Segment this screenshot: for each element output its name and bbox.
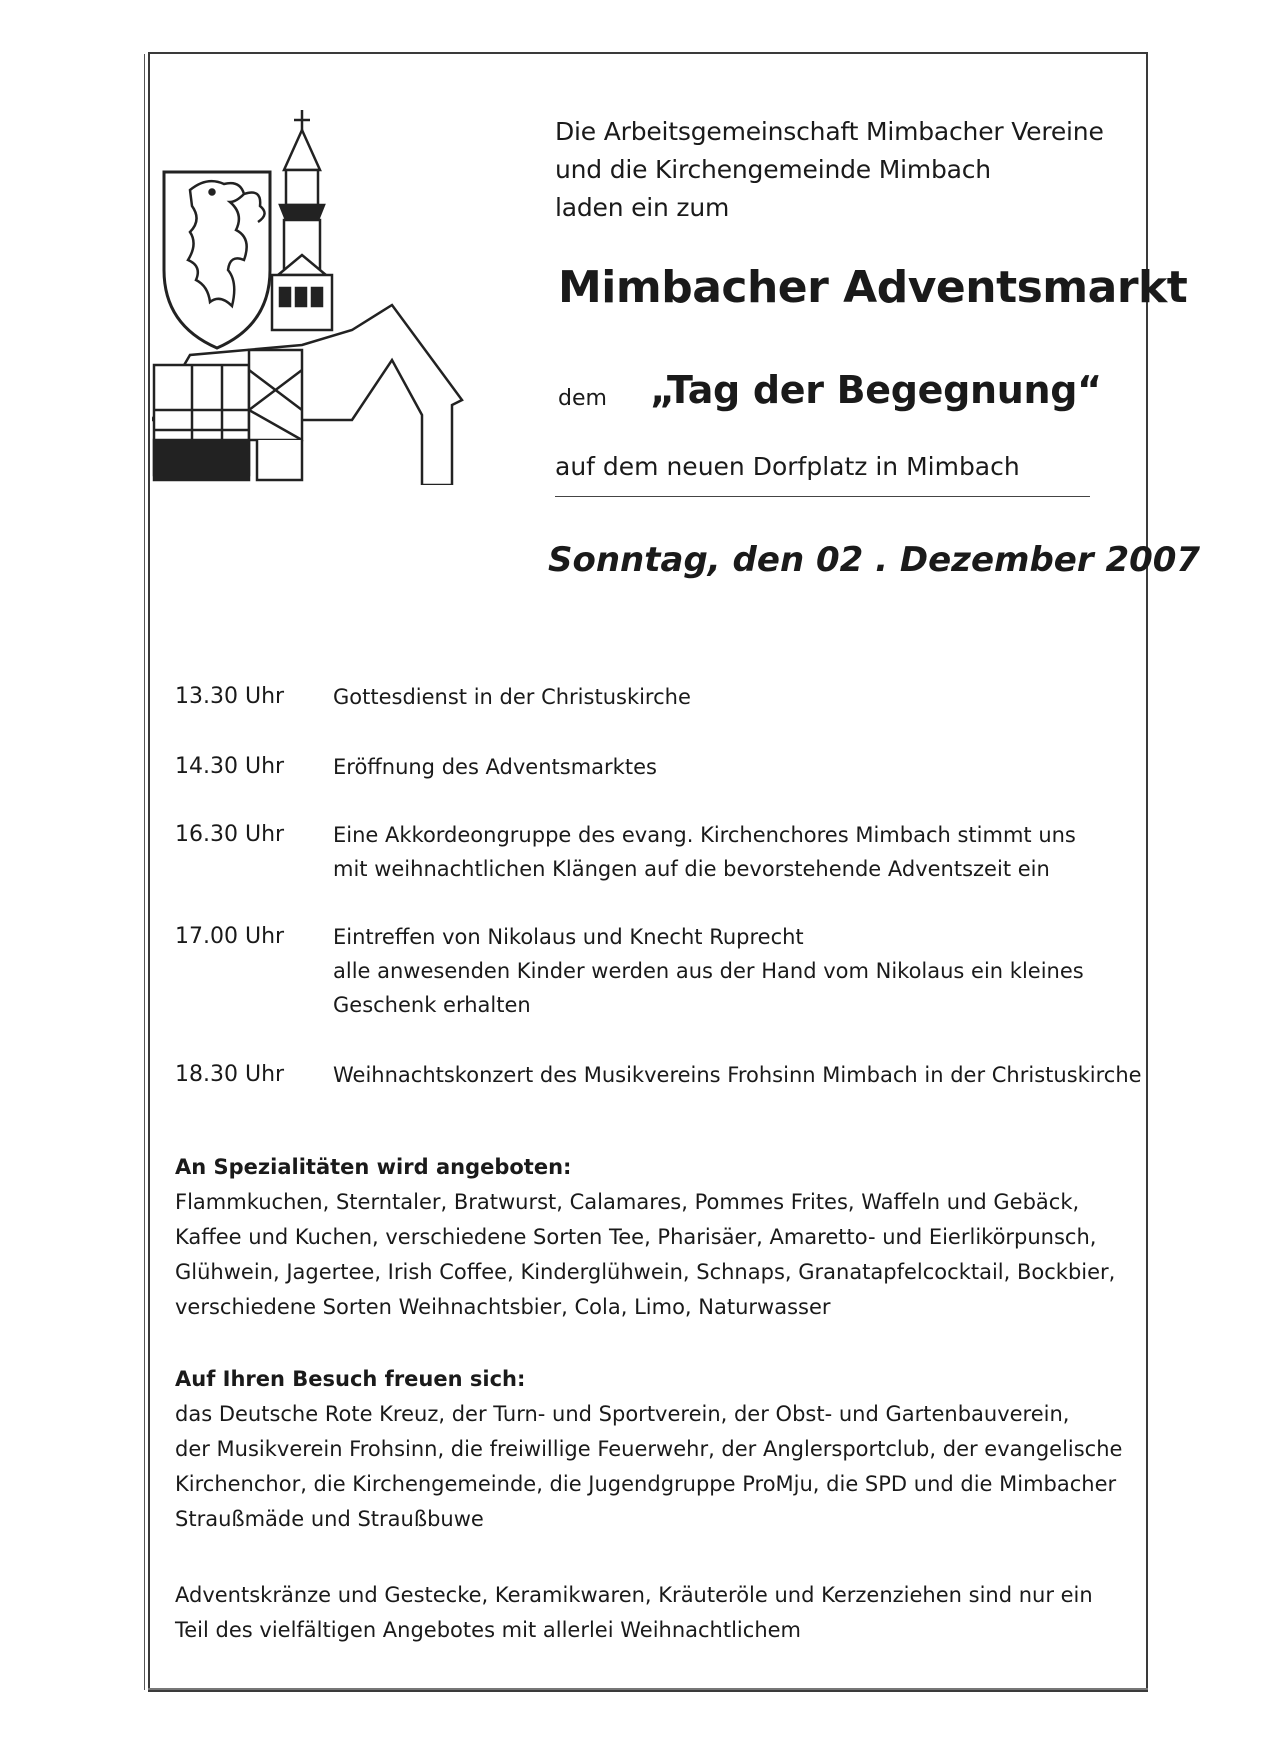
church-tower-icon xyxy=(272,110,332,330)
schedule-time: 18.30 Uhr xyxy=(175,1062,285,1087)
schedule-text: Weihnachtskonzert des Musikvereins Frohsinn Mimbach in der Christuskirche xyxy=(333,1063,1142,1087)
specialties-line: Glühwein, Jagertee, Irish Coffee, Kinderglühwein, Schnaps, Granatapfelcocktail, Bockbier, xyxy=(175,1260,1116,1284)
event-date: Sonntag, den 02 . Dezember 2007 xyxy=(548,540,1201,580)
visitors-section xyxy=(175,1362,1122,1537)
event-subtitle: „Tag der Begegnung“ xyxy=(650,368,1102,412)
schedule-time: 16.30 Uhr xyxy=(175,822,285,847)
specialties-line: Flammkuchen, Sterntaler, Bratwurst, Calamares, Pommes Frites, Waffeln und Gebäck, xyxy=(175,1190,1080,1214)
specialties-line: verschiedene Sorten Weihnachtsbier, Cola, Limo, Naturwasser xyxy=(175,1295,831,1319)
event-location: auf dem neuen Dorfplatz in Mimbach xyxy=(555,452,1020,481)
schedule-text: Eine Akkordeongruppe des evang. Kirchenchores Mimbach stimmt uns xyxy=(333,823,1076,847)
visitors-heading: Auf Ihren Besuch freuen sich: xyxy=(175,1367,526,1391)
intro-line-3: laden ein zum xyxy=(555,193,730,222)
intro-line-1: Die Arbeitsgemeinschaft Mimbacher Vereine xyxy=(555,117,1104,146)
coat-of-arms-church-illustration xyxy=(152,110,482,485)
schedule-text: Eintreffen von Nikolaus und Knecht Ruprecht xyxy=(333,925,804,949)
visitors-line: das Deutsche Rote Kreuz, der Turn- und Sportverein, der Obst- und Gartenbauverein, xyxy=(175,1402,1070,1426)
divider xyxy=(555,496,1090,497)
visitors-line: der Musikverein Frohsinn, die freiwillige Feuerwehr, der Anglersportclub, der evangelische xyxy=(175,1437,1123,1461)
schedule-text: Gottesdienst in der Christuskirche xyxy=(333,685,691,709)
lion-icon xyxy=(188,181,265,306)
event-title: Mimbacher Adventsmarkt xyxy=(558,262,1188,313)
closing-line: Adventskränze und Gestecke, Keramikwaren, Kräuteröle und Kerzenziehen sind nur ein xyxy=(175,1583,1093,1607)
schedule-time: 17.00 Uhr xyxy=(175,924,285,949)
visitors-line: Kirchenchor, die Kirchengemeinde, die Jugendgruppe ProMju, die SPD und die Mimbacher xyxy=(175,1472,1117,1496)
schedule-time: 13.30 Uhr xyxy=(175,684,285,709)
schedule-text: mit weihnachtlichen Klängen auf die bevorstehende Adventszeit ein xyxy=(333,857,1050,881)
village-houses-icon xyxy=(152,305,462,485)
closing-section xyxy=(175,1578,1093,1648)
specialties-line: Kaffee und Kuchen, verschiedene Sorten Tee, Pharisäer, Amaretto- und Eierlikörpunsch, xyxy=(175,1225,1097,1249)
invitation-intro xyxy=(555,113,1104,227)
schedule-text: alle anwesenden Kinder werden aus der Hand vom Nikolaus ein kleines xyxy=(333,959,1084,983)
schedule-time: 14.30 Uhr xyxy=(175,754,285,779)
schedule-text: Eröffnung des Adventsmarktes xyxy=(333,755,657,779)
schedule-text: Geschenk erhalten xyxy=(333,993,531,1017)
closing-line: Teil des vielfältigen Angebotes mit allerlei Weihnachtlichem xyxy=(175,1618,802,1642)
specialties-section xyxy=(175,1150,1115,1325)
dem-word: dem xyxy=(558,386,607,411)
page-border-bottom xyxy=(148,1688,1148,1690)
intro-line-2: und die Kirchengemeinde Mimbach xyxy=(555,155,991,184)
visitors-line: Straußmäde und Straußbuwe xyxy=(175,1507,484,1531)
specialties-heading: An Spezialitäten wird angeboten: xyxy=(175,1155,572,1179)
